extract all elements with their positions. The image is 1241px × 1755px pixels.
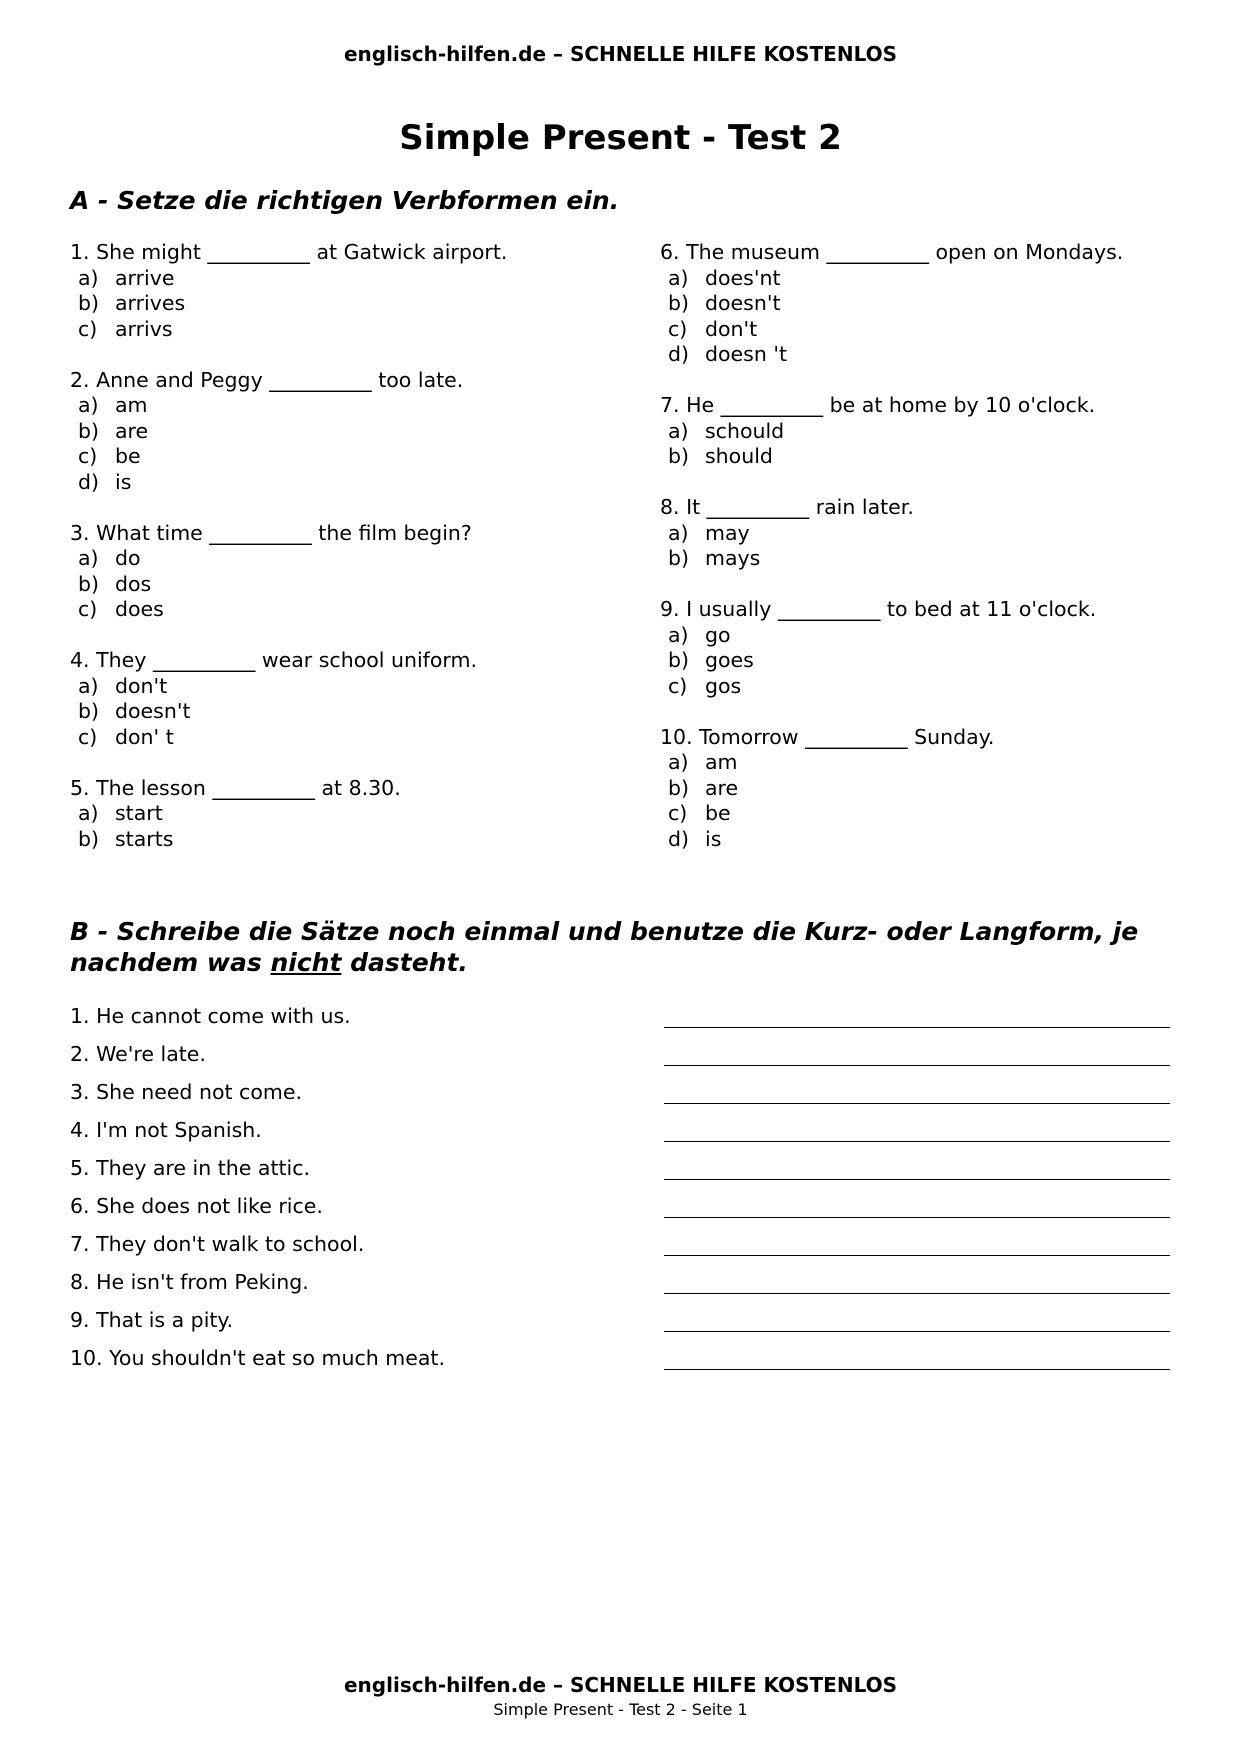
question-text: 8. It __________ rain later. <box>660 495 914 519</box>
footer-subtitle: Simple Present - Test 2 - Seite 1 <box>493 1700 748 1719</box>
answer-option[interactable] <box>660 317 1220 343</box>
rewrite-sentence: 6. She does not like rice. <box>70 1194 323 1218</box>
question-8 <box>660 495 1220 572</box>
option-letter: c) <box>78 444 98 468</box>
question-text: 5. The lesson __________ at 8.30. <box>70 775 401 800</box>
option-letter: b) <box>78 826 100 851</box>
answer-option[interactable] <box>660 623 1220 649</box>
answer-line[interactable] <box>664 1141 1170 1142</box>
rewrite-row <box>70 1156 1170 1194</box>
option-text: does <box>115 597 164 621</box>
rewrite-row <box>70 1232 1170 1270</box>
answer-option[interactable] <box>660 750 1220 776</box>
option-text: do <box>115 546 141 570</box>
option-letter: a) <box>78 265 99 290</box>
option-letter: a) <box>668 520 689 545</box>
answer-option[interactable] <box>660 674 1220 700</box>
rewrite-row <box>70 1118 1170 1156</box>
option-letter: c) <box>668 801 688 825</box>
rewrite-sentence: 7. They don't walk to school. <box>70 1232 365 1256</box>
rewrite-sentence: 5. They are in the attic. <box>70 1156 311 1180</box>
answer-line[interactable] <box>664 1331 1170 1332</box>
option-text: start <box>115 801 163 825</box>
answer-line[interactable] <box>664 1027 1170 1028</box>
question-text: 7. He __________ be at home by 10 o'clock. <box>660 393 1096 417</box>
answer-option[interactable] <box>660 419 1220 445</box>
option-letter: c) <box>78 597 98 621</box>
answer-option[interactable] <box>660 291 1220 317</box>
section-b-heading-underlined: nicht <box>270 948 342 977</box>
answer-option[interactable] <box>660 827 1220 853</box>
question-text: 1. She might __________ at Gatwick airport. <box>70 240 508 264</box>
question-text: 2. Anne and Peggy __________ too late. <box>70 367 464 392</box>
questions-right-column <box>660 240 1220 878</box>
question-9 <box>660 597 1220 699</box>
option-letter: b) <box>78 291 100 315</box>
footer-title: englisch-hilfen.de – SCHNELLE HILFE KOSTENLOS <box>343 1673 898 1697</box>
answer-option[interactable] <box>660 776 1220 802</box>
question-text: 10. Tomorrow __________ Sunday. <box>660 724 995 749</box>
option-letter: b) <box>78 571 100 596</box>
answer-option[interactable] <box>70 291 630 317</box>
answer-option[interactable] <box>70 674 630 700</box>
questions-left-column <box>70 240 630 878</box>
answer-line[interactable] <box>664 1293 1170 1294</box>
answer-option[interactable] <box>660 342 1220 368</box>
option-text: am <box>705 750 738 774</box>
option-letter: a) <box>668 265 689 290</box>
option-text: doesn't <box>705 291 781 315</box>
option-text: arrive <box>115 265 175 290</box>
answer-option[interactable] <box>70 393 630 419</box>
option-letter: c) <box>78 316 98 341</box>
option-text: does'nt <box>705 265 781 290</box>
answer-option[interactable] <box>70 597 630 623</box>
option-letter: a) <box>668 622 689 647</box>
rewrite-row <box>70 1270 1170 1308</box>
option-text: go <box>705 622 731 647</box>
option-text: am <box>115 393 148 417</box>
option-text: arrives <box>115 291 186 315</box>
rewrite-sentence: 9. That is a pity. <box>70 1308 234 1332</box>
answer-option[interactable] <box>70 827 630 853</box>
option-letter: a) <box>78 546 99 570</box>
question-1 <box>70 240 630 342</box>
option-letter: d) <box>668 826 690 851</box>
option-text: goes <box>705 648 754 672</box>
answer-line[interactable] <box>664 1103 1170 1104</box>
option-letter: b) <box>668 775 690 800</box>
option-letter: b) <box>668 648 690 672</box>
option-text: should <box>705 444 773 468</box>
section-b-list <box>70 1004 1170 1384</box>
answer-line[interactable] <box>664 1255 1170 1256</box>
option-text: don' t <box>115 724 174 749</box>
rewrite-sentence: 1. He cannot come with us. <box>70 1004 351 1028</box>
option-letter: c) <box>668 673 688 698</box>
option-text: is <box>115 469 132 494</box>
page-header: englisch-hilfen.de – SCHNELLE HILFE KOSTENLOS <box>343 42 898 66</box>
rewrite-row <box>70 1308 1170 1346</box>
answer-option[interactable] <box>70 419 630 445</box>
option-letter: d) <box>668 342 690 366</box>
answer-option[interactable] <box>70 470 630 496</box>
question-text: 6. The museum __________ open on Mondays. <box>660 240 1124 264</box>
answer-line[interactable] <box>664 1217 1170 1218</box>
section-b-heading <box>70 916 1170 978</box>
option-letter: b) <box>78 699 100 723</box>
answer-option[interactable] <box>660 648 1220 674</box>
option-text: be <box>705 801 731 825</box>
option-text: are <box>115 418 149 443</box>
option-text: dos <box>115 571 152 596</box>
section-b-heading-part2: dasteht. <box>341 948 468 977</box>
option-letter: b) <box>78 418 100 443</box>
option-letter: c) <box>78 724 98 749</box>
option-text: doesn 't <box>705 342 788 366</box>
rewrite-row <box>70 1080 1170 1118</box>
option-letter: b) <box>668 444 690 468</box>
answer-option[interactable] <box>70 266 630 292</box>
question-5 <box>70 776 630 853</box>
option-text: are <box>705 775 739 800</box>
rewrite-row <box>70 1194 1170 1232</box>
answer-line[interactable] <box>664 1065 1170 1066</box>
section-b-heading-part1: B - Schreibe die Sätze noch einmal und benutze die Kurz- oder Langform, je nachdem was <box>70 917 1139 977</box>
option-text: doesn't <box>115 699 191 723</box>
answer-option[interactable] <box>70 317 630 343</box>
option-letter: a) <box>668 750 689 774</box>
rewrite-row <box>70 1004 1170 1042</box>
question-text: 4. They __________ wear school uniform. <box>70 648 477 672</box>
rewrite-sentence: 10. You shouldn't eat so much meat. <box>70 1346 445 1370</box>
rewrite-sentence: 3. She need not come. <box>70 1080 302 1104</box>
option-letter: c) <box>668 316 688 341</box>
rewrite-sentence: 4. I'm not Spanish. <box>70 1118 262 1142</box>
option-letter: a) <box>78 801 99 825</box>
rewrite-row <box>70 1042 1170 1080</box>
option-text: don't <box>705 316 758 341</box>
answer-option[interactable] <box>660 546 1220 572</box>
answer-option[interactable] <box>70 699 630 725</box>
rewrite-row <box>70 1346 1170 1384</box>
answer-option[interactable] <box>660 444 1220 470</box>
question-7 <box>660 393 1220 470</box>
question-text: 9. I usually __________ to bed at 11 o'clock. <box>660 597 1097 621</box>
question-2 <box>70 368 630 496</box>
option-text: mays <box>705 546 761 570</box>
answer-option[interactable] <box>70 444 630 470</box>
option-letter: a) <box>78 393 99 417</box>
answer-option[interactable] <box>660 266 1220 292</box>
question-10 <box>660 725 1220 853</box>
question-text: 3. What time __________ the film begin? <box>70 520 472 545</box>
option-text: schould <box>705 418 785 443</box>
rewrite-sentence: 8. He isn't from Peking. <box>70 1270 309 1294</box>
option-text: don't <box>115 673 168 698</box>
option-text: gos <box>705 673 742 698</box>
option-letter: b) <box>668 291 690 315</box>
option-text: starts <box>115 826 174 851</box>
option-text: is <box>705 826 722 851</box>
question-3 <box>70 521 630 623</box>
option-letter: a) <box>668 418 689 443</box>
answer-option[interactable] <box>660 521 1220 547</box>
answer-option[interactable] <box>660 801 1220 827</box>
option-letter: d) <box>78 469 100 494</box>
option-text: be <box>115 444 141 468</box>
option-text: may <box>705 520 750 545</box>
option-letter: a) <box>78 673 99 698</box>
question-4 <box>70 648 630 750</box>
question-6 <box>660 240 1220 368</box>
answer-option[interactable] <box>70 572 630 598</box>
option-text: arrivs <box>115 316 173 341</box>
rewrite-sentence: 2. We're late. <box>70 1042 206 1066</box>
answer-line[interactable] <box>664 1369 1170 1370</box>
section-a-heading: A - Setze die richtigen Verbformen ein. <box>70 186 620 215</box>
answer-line[interactable] <box>664 1179 1170 1180</box>
answer-option[interactable] <box>70 546 630 572</box>
page-title: Simple Present - Test 2 <box>399 118 842 158</box>
answer-option[interactable] <box>70 725 630 751</box>
answer-option[interactable] <box>70 801 630 827</box>
option-letter: b) <box>668 546 690 570</box>
